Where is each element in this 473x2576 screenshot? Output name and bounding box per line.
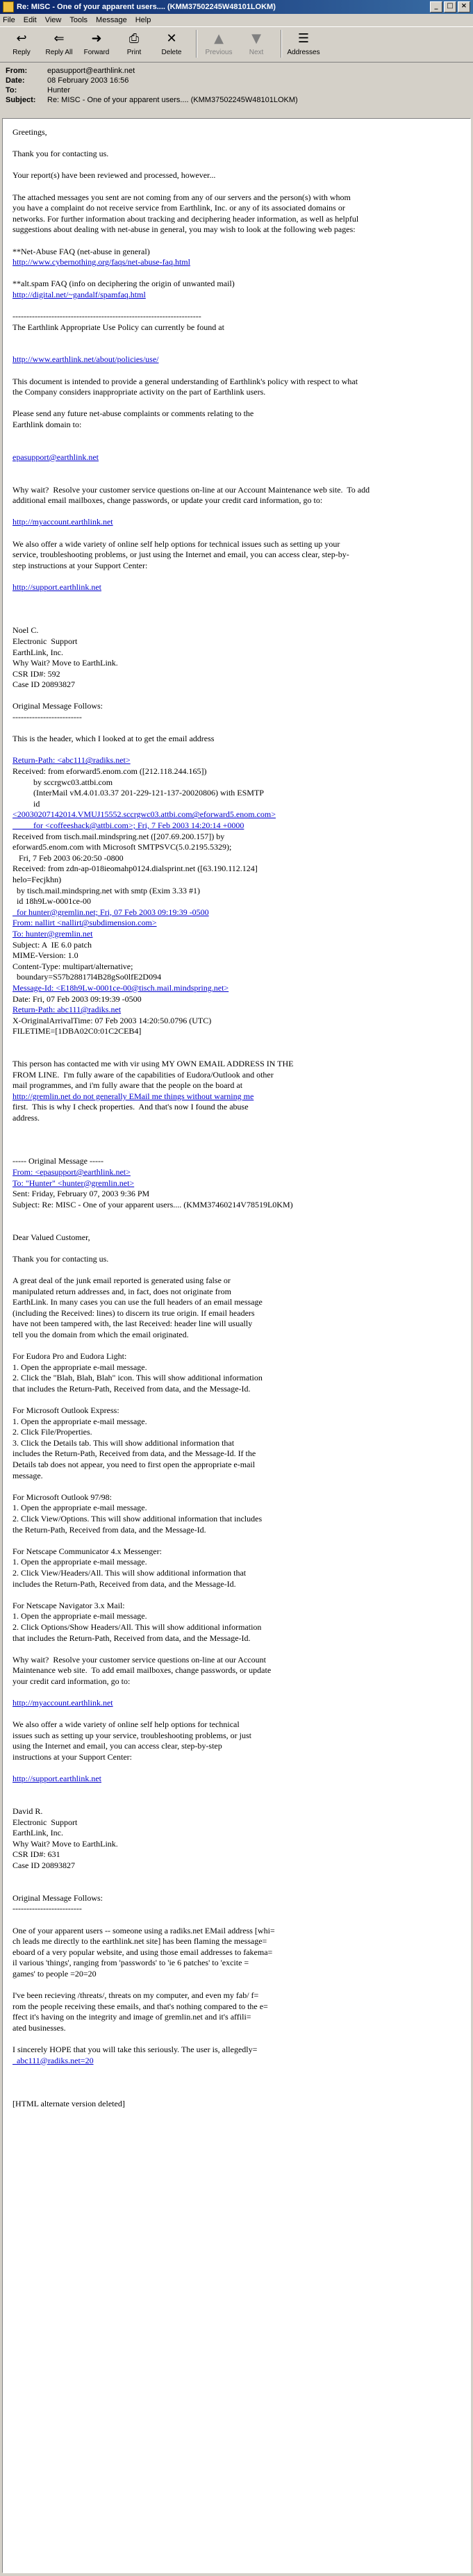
body-line: mail programmes, and i'm fully aware that the people on the board at xyxy=(13,1080,243,1091)
body-line: A great deal of the junk email reported is generated using false or xyxy=(13,1275,231,1285)
header-date-label: Date: xyxy=(6,76,25,85)
body-line: Electronic Support xyxy=(13,1817,78,1827)
body-line: Fri, 7 Feb 2003 06:20:50 -0800 xyxy=(13,852,124,863)
body-link-line[interactable]: for <coffeeshack@attbi.com>; Fri, 7 Feb 2003 14:20:14 +0000 xyxy=(13,820,244,830)
body-link-line[interactable]: abc111@radiks.net=20 xyxy=(13,2055,94,2065)
maximize-button[interactable]: □ xyxy=(444,1,456,13)
body-line: manipulated return addresses and, in fact, does not originate from xyxy=(13,1286,231,1296)
body-line: EarthLink, Inc. xyxy=(13,1828,63,1838)
body-line xyxy=(13,441,460,452)
body-line: by tisch.mail.mindspring.net with smtp (Exim 3.33 #1) xyxy=(13,885,200,895)
body-line: the Company considers inappropriate activity on the part of Earthlink users. xyxy=(13,387,266,397)
body-line xyxy=(13,1872,460,1883)
body-line: message. xyxy=(13,1470,43,1480)
body-line: Case ID 20893827 xyxy=(13,679,75,690)
print-icon: ⎙ xyxy=(128,31,140,46)
body-line xyxy=(13,474,460,485)
body-line: Received: from eforward5.enom.com ([212.118.244.165]) xyxy=(13,766,207,777)
body-line: Received: from zdn-ap-018ieomahp0124.dialsprint.net ([63.190.112.124] xyxy=(13,864,258,874)
body-line: Why Wait? Move to EarthLink. xyxy=(13,658,118,668)
body-link-line[interactable]: Message-Id: <E18h9Lw-0001ce-00@tisch.mail.mindspring.net> xyxy=(13,982,229,993)
body-line: includes the Return-Path, Received from data, and the Message-Id. If the xyxy=(13,1448,256,1459)
body-line xyxy=(13,365,460,377)
menu-edit[interactable]: Edit xyxy=(23,16,37,24)
body-line xyxy=(13,236,460,247)
body-link-line[interactable]: From: nallirt <nallirt@subdimension.com> xyxy=(13,918,157,928)
body-line: Date: Fri, 07 Feb 2003 09:19:39 -0500 xyxy=(13,993,142,1004)
minimize-button[interactable]: _ xyxy=(430,1,442,13)
body-line: Why Wait? Move to EarthLink. xyxy=(13,1838,118,1849)
body-line: FROM LINE. I'm fully aware of the capabilities of Eudora/Outlook and other xyxy=(13,1069,274,1080)
body-line: Electronic Support xyxy=(13,636,78,646)
close-button[interactable]: × xyxy=(458,1,470,13)
body-line: For Microsoft Outlook 97/98: xyxy=(13,1492,112,1502)
header-date-value: 08 February 2003 16:56 xyxy=(47,76,129,85)
body-line: Details tab does not appear, you need to first open the appropriate e-mail xyxy=(13,1460,256,1470)
body-line xyxy=(13,571,460,582)
forward-icon: ➜ xyxy=(91,31,102,46)
toolbar-button-label: Next xyxy=(249,49,264,56)
body-line xyxy=(13,160,460,171)
body-line xyxy=(13,1124,460,1135)
body-line: 3. Click the Details tab. This will show additional information that xyxy=(13,1437,235,1448)
body-line: FILETIME=[1DBA02C0:01C2CEB4] xyxy=(13,1026,142,1037)
addresses-icon: ☰ xyxy=(297,31,310,46)
body-line: first. This is why I check properties. And that's now I found the abuse xyxy=(13,1102,249,1112)
body-link-line[interactable]: To: hunter@gremlin.net xyxy=(13,928,93,939)
body-line: ------------------------- xyxy=(13,1904,82,1914)
body-line: This is the header, which I looked at to get the email address xyxy=(13,734,215,744)
body-line: -------------------------------------------------------------------- xyxy=(13,311,201,322)
body-line: 2. Click View/Headers/All. This will show additional information that xyxy=(13,1567,247,1578)
body-line xyxy=(13,1134,460,1146)
reply-all-button[interactable] xyxy=(42,30,76,56)
body-line: have not been tampered with, the last Received: header line will usually xyxy=(13,1319,253,1329)
body-link-line[interactable]: From: <epasupport@earthlink.net> xyxy=(13,1167,131,1177)
body-line: issues such as setting up your service, troubleshooting problems, or just xyxy=(13,1730,251,1740)
reply-icon: ↩ xyxy=(16,31,27,46)
previous-icon: ▲ xyxy=(214,31,224,46)
body-line xyxy=(13,691,460,702)
body-line xyxy=(13,1763,460,1774)
body-link-line[interactable]: http://digital.net/~gandalf/spamfaq.html xyxy=(13,289,146,299)
body-line: (including the Received: lines) to discern its true origin. If email headers xyxy=(13,1307,255,1318)
header-date xyxy=(6,76,467,85)
body-line: 1. Open the appropriate e-mail message. xyxy=(13,1503,147,1513)
header-subject xyxy=(6,95,467,105)
body-line: helo=Fecjkhn) xyxy=(13,874,62,884)
body-line: 1. Open the appropriate e-mail message. xyxy=(13,1557,147,1567)
body-line: step instructions at your Support Center: xyxy=(13,560,148,570)
body-line xyxy=(13,344,460,355)
body-line: that includes the Return-Path, Received from data, and the Message-Id. xyxy=(13,1383,251,1394)
body-line: includes the Return-Path, Received from data, and the Message-Id. xyxy=(13,1578,236,1589)
body-line: Thank you for contacting us. xyxy=(13,149,109,159)
body-line: Original Message Follows: xyxy=(13,701,103,711)
body-link-line[interactable]: for hunter@gremlin.net; Fri, 07 Feb 2003 09:19:39 -0500 xyxy=(13,907,209,917)
body-line: This person has contacted me with vir using MY OWN EMAIL ADDRESS IN THE xyxy=(13,1059,294,1069)
menu-file[interactable]: File xyxy=(3,16,15,24)
toolbar-button-label: Delete xyxy=(161,49,182,56)
body-line xyxy=(13,1882,460,1893)
delete-icon: ✕ xyxy=(166,31,177,46)
body-line xyxy=(13,463,460,474)
body-line xyxy=(13,431,460,442)
body-line xyxy=(13,2088,460,2099)
body-line xyxy=(13,181,460,192)
toolbar-button-label: Forward xyxy=(83,49,110,56)
body-line: ------------------------- xyxy=(13,712,82,723)
body-line: Greetings, xyxy=(13,127,47,137)
addresses-button[interactable] xyxy=(286,30,321,56)
body-line: Please send any future net-abuse complaints or comments relating to the xyxy=(13,408,254,419)
delete-button[interactable] xyxy=(154,30,189,56)
body-line: The Earthlink Appropriate Use Policy can currently be found at xyxy=(13,322,224,332)
body-line: il various 'things', ranging from 'passwords' to 'ie 6 patches' to 'excite = xyxy=(13,1958,249,1968)
body-line: eforward5.enom.com with Microsoft SMTPSVC(5.0.2195.5329); xyxy=(13,842,232,852)
body-line xyxy=(13,2034,460,2045)
toolbar-button-label: Reply xyxy=(13,49,31,56)
body-line: Subject: A IE 6.0 patch xyxy=(13,939,92,950)
body-line xyxy=(13,723,460,734)
body-line: This document is intended to provide a general understanding of Earthlink's policy with respect to what xyxy=(13,376,358,386)
header-from-value: epasupport@earthlink.net xyxy=(47,67,135,75)
body-line: The attached messages you sent are not coming from any of our servers and the person(s) with whom xyxy=(13,192,351,202)
body-line: suggestions about dealing with net-abuse in general, you may wish to look at the following web pages: xyxy=(13,224,356,235)
message-headers xyxy=(0,63,473,117)
body-line: Maintenance web site. To add email mailboxes, change passwords, or update xyxy=(13,1665,272,1676)
body-line: that includes the Return-Path, Received from data, and the Message-Id. xyxy=(13,1633,251,1643)
body-line: Why wait? Resolve your customer service questions on-line at our Account Maintenance web site. To add xyxy=(13,484,370,495)
body-line xyxy=(13,138,460,149)
body-line xyxy=(13,301,460,312)
body-line xyxy=(13,2066,460,2077)
body-line xyxy=(13,1341,460,1352)
body-line: **alt.spam FAQ (info on deciphering the origin of unwanted mail) xyxy=(13,279,235,289)
body-line: Received from tisch.mail.mindspring.net ([207.69.200.157]) by xyxy=(13,831,225,841)
body-line: For Microsoft Outlook Express: xyxy=(13,1405,119,1416)
body-line: using the Internet and email, you can access clear, step-by-step xyxy=(13,1741,222,1751)
body-line xyxy=(13,1709,460,1720)
body-line: Earthlink domain to: xyxy=(13,420,82,430)
body-link-line[interactable]: http://www.cybernothing.org/faqs/net-abuse-faq.html xyxy=(13,257,190,267)
body-line: networks. For further information about tracking and deciphering header information, as well as helpful xyxy=(13,213,359,224)
body-line: 2. Click Options/Show Headers/All. This will show additional information xyxy=(13,1621,262,1632)
body-line xyxy=(13,2077,460,2088)
body-link-line[interactable]: To: "Hunter" <hunter@gremlin.net> xyxy=(13,1178,135,1188)
body-link-line[interactable]: Return-Path: abc111@radiks.net xyxy=(13,1005,122,1015)
body-line: Thank you for contacting us. xyxy=(13,1253,109,1264)
toolbar-button-label: Reply All xyxy=(45,49,73,56)
body-line xyxy=(13,1048,460,1059)
body-line xyxy=(13,593,460,604)
header-to-label: To: xyxy=(6,86,17,94)
window-title: Re: MISC - One of your apparent users.... (KMM37502245W48101LOKM) xyxy=(17,3,276,11)
menu-view[interactable]: View xyxy=(44,16,62,24)
body-line: MIME-Version: 1.0 xyxy=(13,950,78,961)
menu-bar xyxy=(0,14,473,26)
body-line: CSR ID#: 592 xyxy=(13,668,60,679)
body-line: games' to people =20=20 xyxy=(13,1968,97,1979)
body-line: 1. Open the appropriate e-mail message. xyxy=(13,1416,147,1426)
toolbar-button-label: Print xyxy=(126,49,142,56)
header-to xyxy=(6,85,467,95)
body-line: ch leads me directly to the earthlink.net site] has been flaming the message= xyxy=(13,1936,267,1947)
header-from-label: From: xyxy=(6,67,28,75)
body-line: One of your apparent users -- someone using a radiks.net EMail address [whi= xyxy=(13,1925,275,1935)
body-line xyxy=(13,506,460,518)
body-line: id xyxy=(13,798,40,809)
title-bar xyxy=(0,0,473,14)
toolbar-button-label: Addresses xyxy=(287,49,320,56)
body-line xyxy=(13,1481,460,1492)
body-line xyxy=(13,1264,460,1275)
body-link-line[interactable]: http://www.earthlink.net/about/policies/use/ xyxy=(13,354,159,365)
body-line: address. xyxy=(13,1113,40,1123)
toolbar-separator xyxy=(196,30,197,58)
body-line xyxy=(13,604,460,615)
header-from xyxy=(6,66,467,76)
next-button[interactable] xyxy=(239,30,274,56)
body-line: eboard of a very popular website, and using those email addresses to fakema= xyxy=(13,1947,273,1957)
body-line: (InterMail vM.4.01.03.37 201-229-121-137-20020806) with ESMTP xyxy=(13,788,264,798)
body-line: EarthLink. In many cases you can use the full headers of an email message xyxy=(13,1297,263,1307)
body-line: Why wait? Resolve your customer service questions on-line at our Account xyxy=(13,1654,266,1665)
body-line xyxy=(13,1687,460,1699)
body-line: you have a complaint do not receive service from Earthlink, Inc. or any of its associated domains or xyxy=(13,203,345,213)
body-line xyxy=(13,745,460,756)
body-line: boundary=S57b28817l4B28gSo0lfE2D094 xyxy=(13,972,162,982)
body-line: 1. Open the appropriate e-mail message. xyxy=(13,1362,147,1372)
body-line: ffect it's having on the integrity and image of gremlin.net and it's affili= xyxy=(13,2012,251,2022)
body-line xyxy=(13,1980,460,1991)
body-line: service, troubleshooting problems, or just using the Internet and email, you can access clear, step-by- xyxy=(13,550,349,560)
next-icon: ▼ xyxy=(251,31,261,46)
body-line xyxy=(13,1590,460,1601)
menu-help[interactable]: Help xyxy=(135,16,151,24)
body-line: id 18h9Lw-0001ce-00 xyxy=(13,896,91,907)
body-line: We also offer a wide variety of online self help options for technical xyxy=(13,1719,240,1730)
menu-tools[interactable]: Tools xyxy=(69,16,88,24)
body-link-line[interactable]: Return-Path: <abc111@radiks.net> xyxy=(13,755,131,766)
body-line: the Return-Path, Received from data, and the Message-Id. xyxy=(13,1524,206,1535)
body-line: ated businesses. xyxy=(13,2022,66,2033)
message-icon xyxy=(3,1,14,13)
body-link-line[interactable]: http://support.earthlink.net xyxy=(13,581,101,592)
body-line: CSR ID#: 631 xyxy=(13,1849,60,1860)
body-line: by sccrgwc03.attbi.com xyxy=(13,777,113,787)
forward-button[interactable] xyxy=(79,30,114,56)
body-line: For Netscape Navigator 3.x Mail: xyxy=(13,1600,125,1610)
body-line: instructions at your Support Center: xyxy=(13,1752,132,1762)
body-line: [HTML alternate version deleted] xyxy=(13,2099,125,2109)
message-body[interactable] xyxy=(2,118,471,2573)
body-line xyxy=(13,528,460,539)
body-line: David R. xyxy=(13,1806,43,1817)
header-subject-value: Re: MISC - One of your apparent users.... (KMM37502245W48101LOKM) xyxy=(47,96,298,104)
body-line: X-OriginalArrivalTime: 07 Feb 2003 14:20:50.0796 (UTC) xyxy=(13,1015,212,1025)
body-link-line[interactable]: epasupport@earthlink.net xyxy=(13,452,99,462)
menu-message[interactable]: Message xyxy=(96,16,127,24)
body-line xyxy=(13,1915,460,1926)
body-line: 2. Click File/Properties. xyxy=(13,1427,92,1437)
body-link-line[interactable]: <20030207142014.VMUJ15552.sccrgwc03.attbi.com@eforward5.enom.com> xyxy=(13,809,276,820)
body-line: For Eudora Pro and Eudora Light: xyxy=(13,1351,127,1362)
body-link-line[interactable]: http://myaccount.earthlink.net xyxy=(13,517,113,527)
body-line: additional email mailboxes, change passwords, or update your credit card information, go to: xyxy=(13,495,323,506)
body-line xyxy=(13,1146,460,1157)
body-line: 2. Click the "Blah, Blah, Blah" icon. This will show additional information xyxy=(13,1373,263,1383)
body-line: ----- Original Message ----- xyxy=(13,1156,103,1166)
header-subject-label: Subject: xyxy=(6,96,36,104)
body-line: Your report(s) have been reviewed and processed, however... xyxy=(13,170,216,181)
body-line: Sent: Friday, February 07, 2003 9:36 PM xyxy=(13,1189,150,1199)
body-link-line[interactable]: http://gremlin.net do not generally EMail me things without warning me xyxy=(13,1091,254,1101)
body-line: Dear Valued Customer, xyxy=(13,1232,90,1242)
body-line: Case ID 20893827 xyxy=(13,1860,75,1870)
body-line xyxy=(13,615,460,626)
body-line xyxy=(13,1243,460,1254)
body-line: Subject: Re: MISC - One of your apparent users.... (KMM37460214V78519L0KM) xyxy=(13,1199,293,1209)
body-line: EarthLink, Inc. xyxy=(13,647,63,657)
body-line: I've been recieving /threats/, threats on my computer, and even my fab/ f= xyxy=(13,1990,259,2001)
body-line xyxy=(13,1394,460,1405)
reply-button[interactable] xyxy=(4,30,39,56)
body-line: rom the people receiving these emails, and that's nothing compared to the e= xyxy=(13,2001,268,2011)
body-line: We also offer a wide variety of online self help options for technical issues such as setting up your xyxy=(13,538,340,549)
body-line xyxy=(13,1785,460,1796)
body-line xyxy=(13,1037,460,1048)
body-link-line[interactable]: http://myaccount.earthlink.net xyxy=(13,1698,113,1708)
body-line: Original Message Follows: xyxy=(13,1892,103,1903)
toolbar-button-label: Previous xyxy=(205,49,233,56)
reply-all-icon: ⇐ xyxy=(53,31,65,46)
body-line xyxy=(13,398,460,409)
body-line: tell you the domain from which the email originated. xyxy=(13,1329,189,1339)
header-to-value: Hunter xyxy=(47,86,71,94)
body-line xyxy=(13,268,460,279)
body-line xyxy=(13,333,460,344)
body-line xyxy=(13,1210,460,1221)
body-line: I sincerely HOPE that you will take this seriously. The user is, allegedly= xyxy=(13,2045,258,2055)
body-line: 2. Click View/Options. This will show additional information that includes xyxy=(13,1514,263,1524)
toolbar-separator xyxy=(281,30,282,58)
body-line: **Net-Abuse FAQ (net-abuse in general) xyxy=(13,246,150,256)
body-line xyxy=(13,1535,460,1546)
body-line: your credit card information, go to: xyxy=(13,1676,131,1686)
previous-button[interactable] xyxy=(201,30,236,56)
body-line xyxy=(13,1221,460,1232)
body-link-line[interactable]: http://support.earthlink.net xyxy=(13,1774,101,1784)
body-line: 1. Open the appropriate e-mail message. xyxy=(13,1611,147,1621)
print-button[interactable] xyxy=(117,30,151,56)
body-line: Noel C. xyxy=(13,625,39,636)
body-line xyxy=(13,1795,460,1806)
body-line: For Netscape Communicator 4.x Messenger: xyxy=(13,1546,162,1556)
toolbar xyxy=(0,26,473,63)
body-line xyxy=(13,1644,460,1655)
body-line: Content-Type: multipart/alternative; xyxy=(13,961,133,971)
